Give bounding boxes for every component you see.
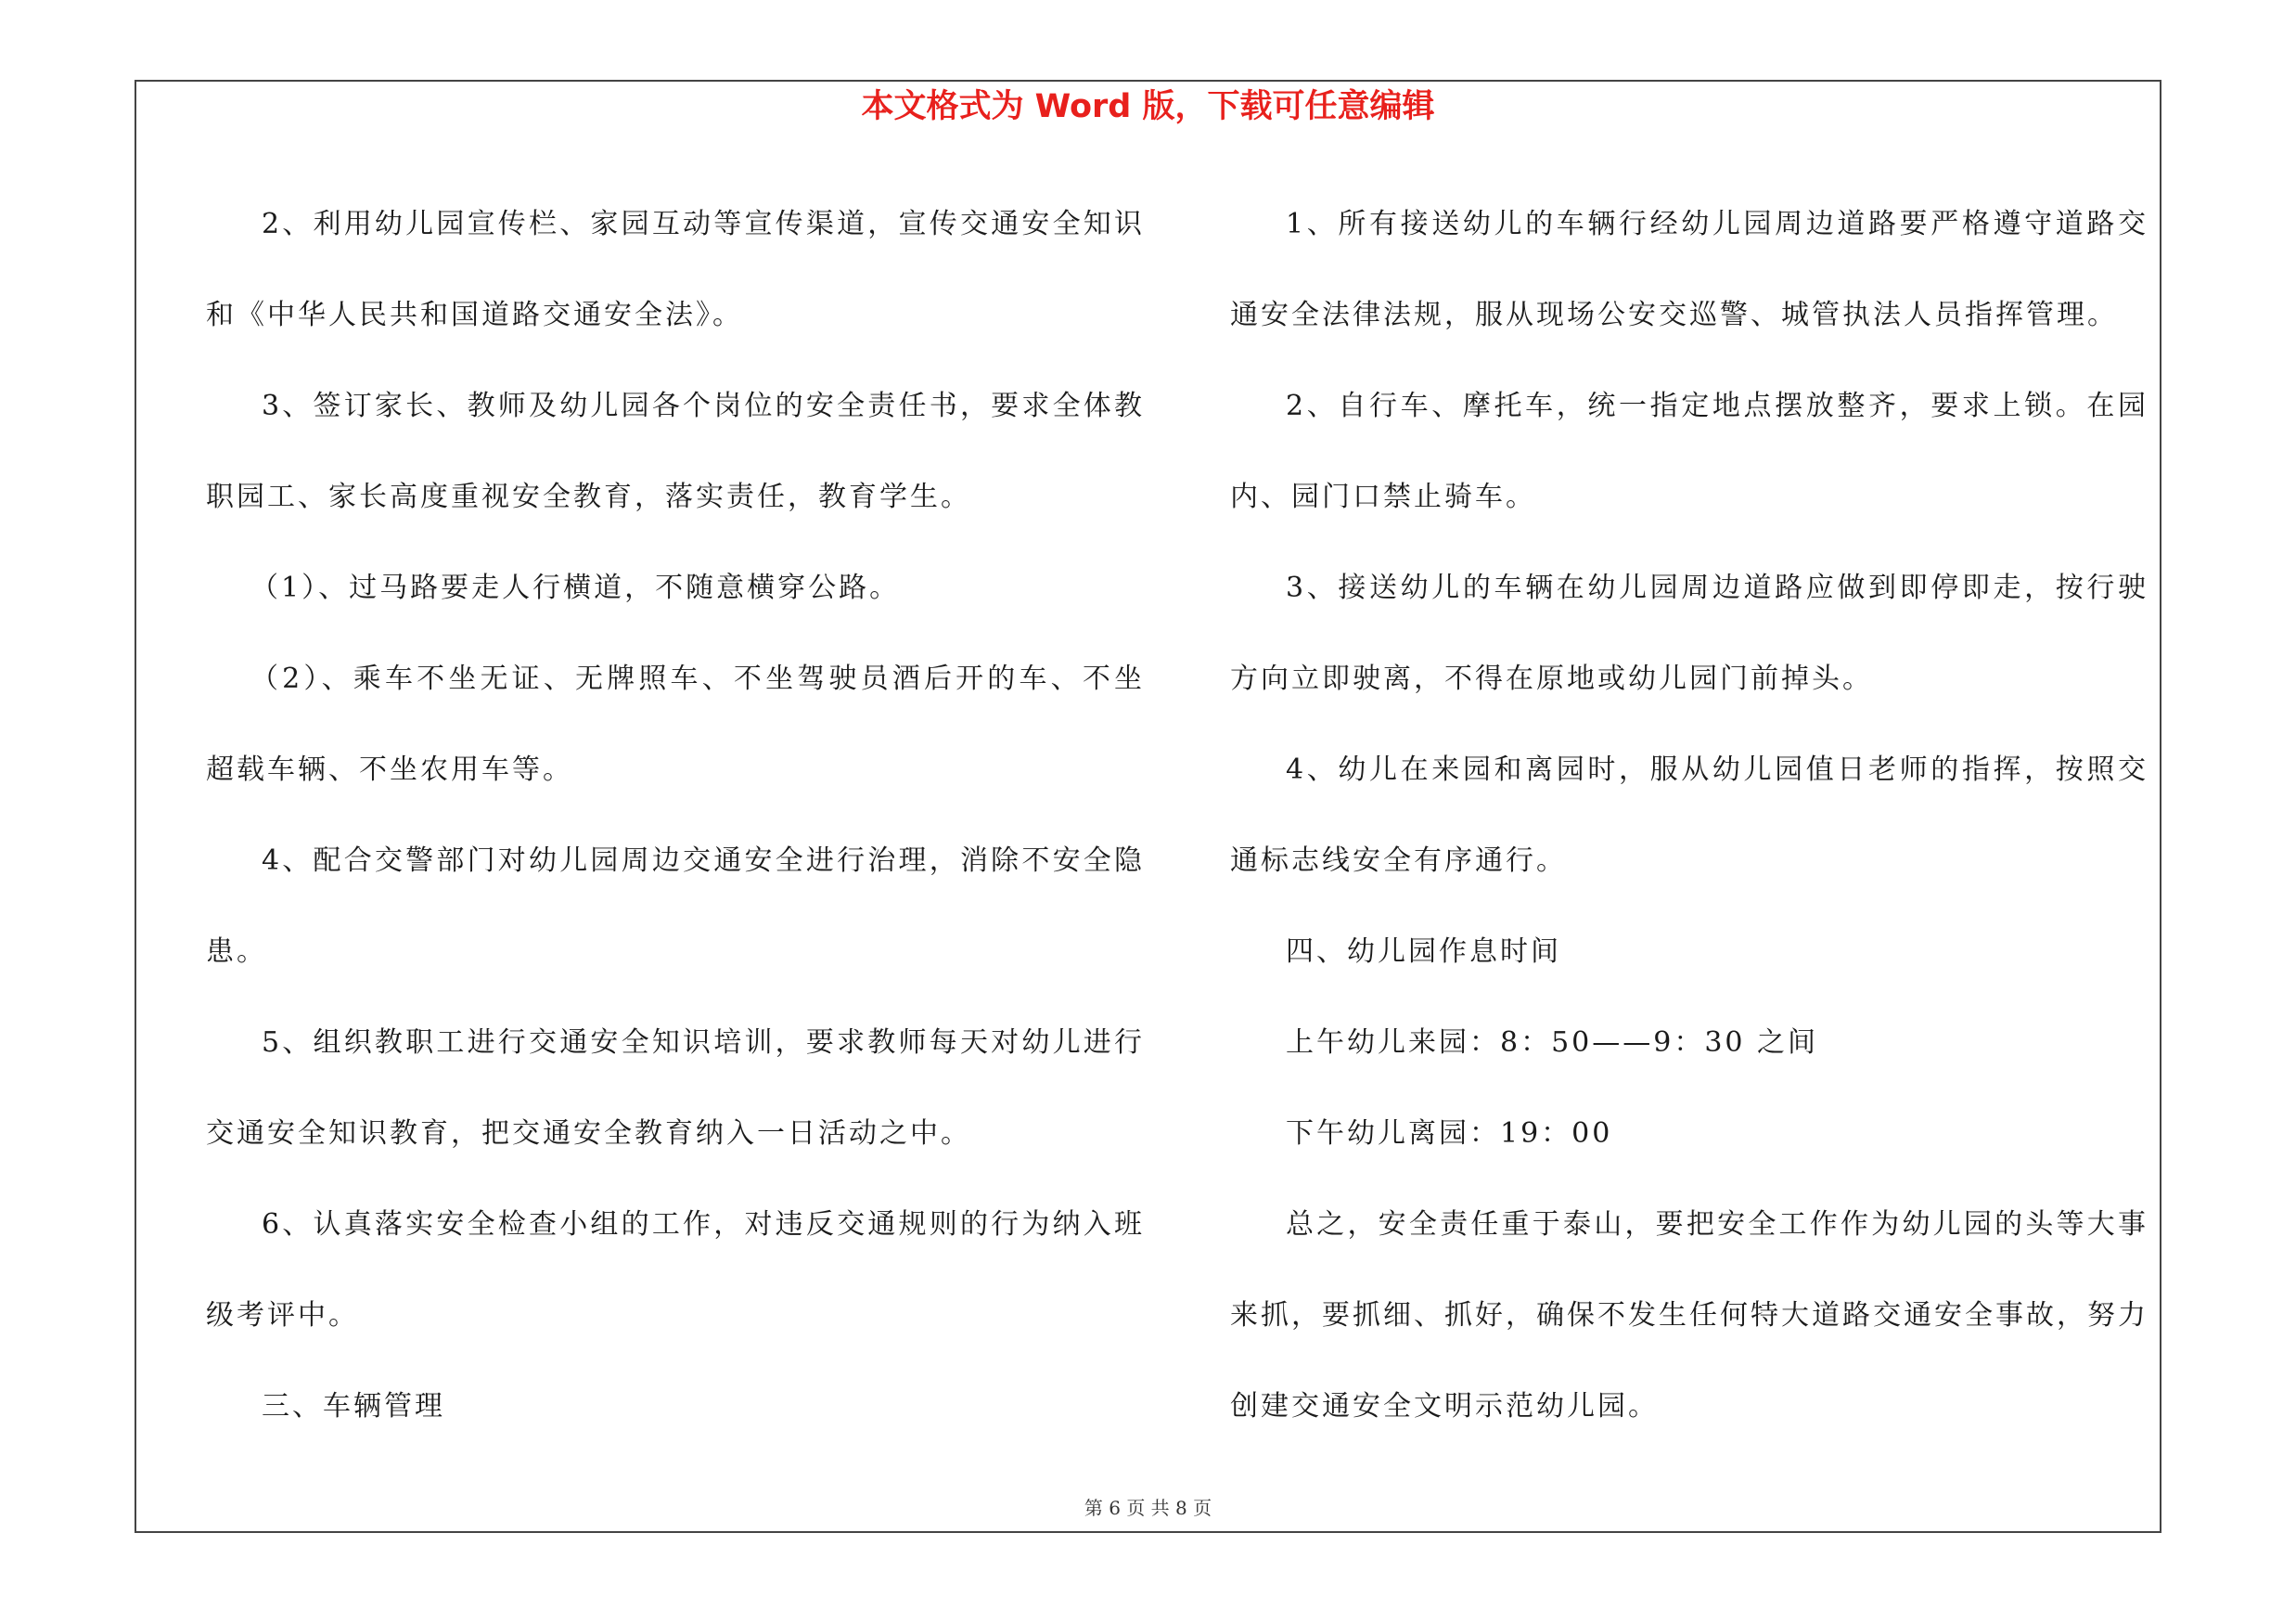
paragraph: 2、自行车、摩托车，统一指定地点摆放整齐，要求上锁。在园内、园门口禁止骑车。 bbox=[1230, 390, 2148, 513]
left-column bbox=[206, 179, 1145, 1452]
paragraph: 4、幼儿在来园和离园时，服从幼儿园值日老师的指挥，按照交通标志线安全有序通行。 bbox=[1230, 754, 2148, 877]
paragraph: 3、接送幼儿的车辆在幼儿园周边道路应做到即停即走，按行驶方向立即驶离，不得在原地或幼儿园门前掉头。 bbox=[1230, 572, 2148, 695]
paragraph: 1、所有接送幼儿的车辆行经幼儿园周边道路要严格遵守道路交通安全法律法规，服从现场公安交巡警、城管执法人员指挥管理。 bbox=[1230, 208, 2148, 331]
section-heading: 四、幼儿园作息时间 bbox=[1286, 935, 1561, 968]
paragraph: （1）、过马路要走人行横道，不随意横穿公路。 bbox=[250, 572, 901, 604]
paragraph: 2、利用幼儿园宣传栏、家园互动等宣传渠道，宣传交通安全知识和《中华人民共和国道路交通安全法》。 bbox=[206, 208, 1145, 331]
paragraph: 4、配合交警部门对幼儿园周边交通安全进行治理，消除不安全隐患。 bbox=[206, 844, 1145, 968]
paragraph: （2）、乘车不坐无证、无牌照车、不坐驾驶员酒后开的车、不坐超载车辆、不坐农用车等。 bbox=[206, 663, 1145, 786]
page-number: 第 6 页 共 8 页 bbox=[1084, 1497, 1212, 1519]
paragraph: 总之，安全责任重于泰山，要把安全工作作为幼儿园的头等大事来抓，要抓细、抓好，确保不发生任何特大道路交通安全事故，努力创建交通安全文明示范幼儿园。 bbox=[1230, 1208, 2148, 1423]
paragraph: 6、认真落实安全检查小组的工作，对违反交通规则的行为纳入班级考评中。 bbox=[206, 1208, 1145, 1332]
right-column bbox=[1230, 179, 2148, 1452]
schedule-line: 上午幼儿来园：8：50——9：30 之间 bbox=[1286, 1026, 1819, 1059]
schedule-line: 下午幼儿离园：19：00 bbox=[1286, 1117, 1613, 1150]
word-format-banner: 本文格式为 Word 版，下载可任意编辑 bbox=[861, 88, 1435, 125]
paragraph: 3、签订家长、教师及幼儿园各个岗位的安全责任书，要求全体教职园工、家长高度重视安全教育，落实责任，教育学生。 bbox=[206, 390, 1145, 513]
section-heading: 三、车辆管理 bbox=[262, 1390, 445, 1423]
paragraph: 5、组织教职工进行交通安全知识培训，要求教师每天对幼儿进行交通安全知识教育，把交通安全教育纳入一日活动之中。 bbox=[206, 1026, 1145, 1150]
